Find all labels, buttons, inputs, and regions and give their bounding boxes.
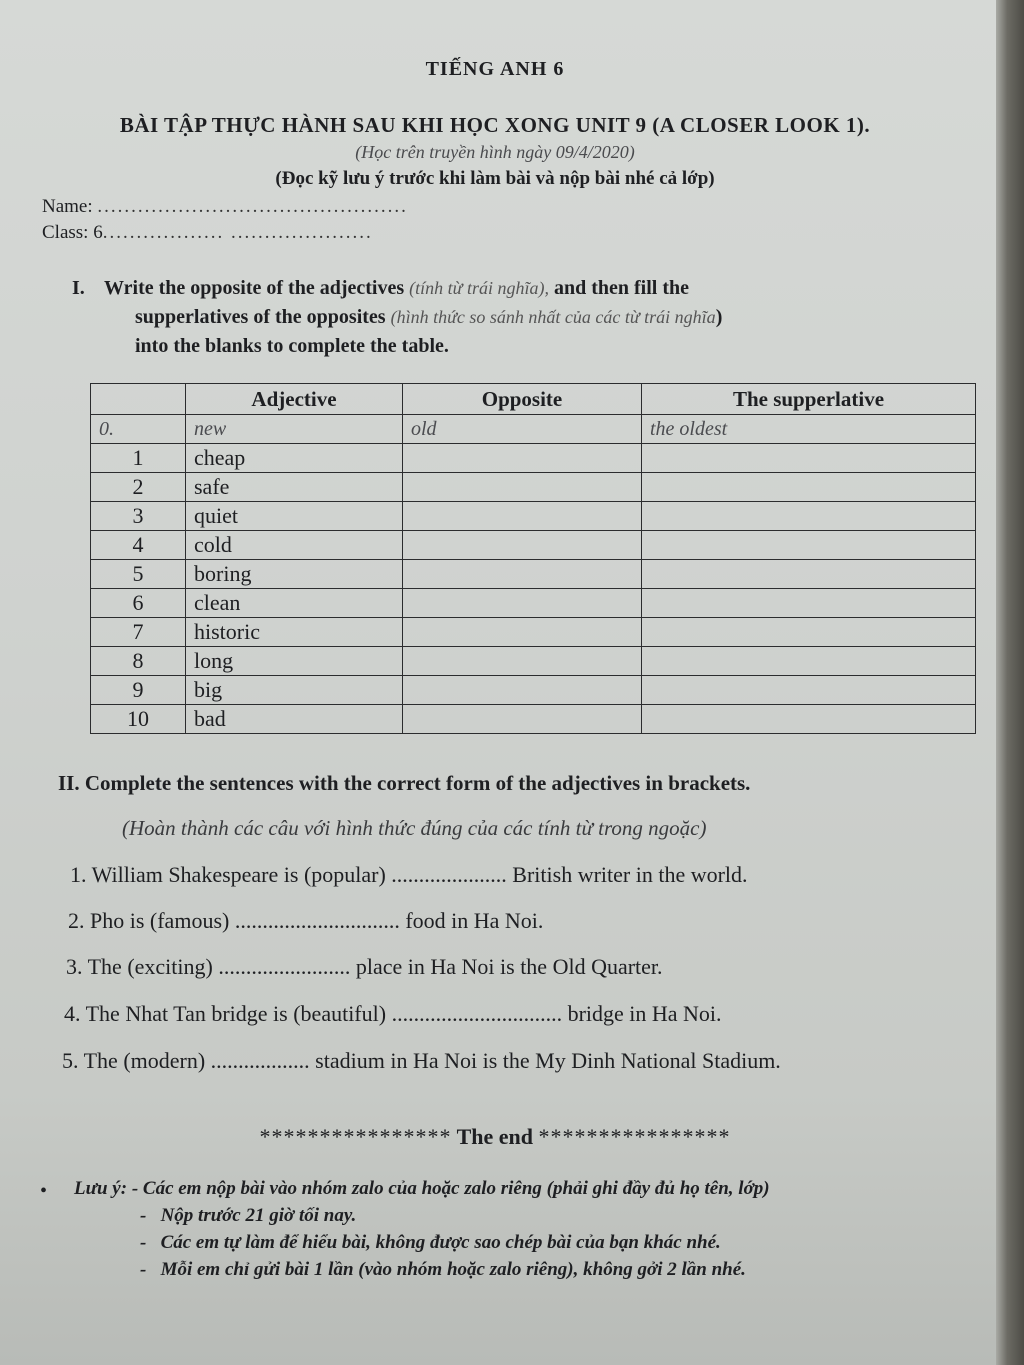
dash-icon: -	[140, 1259, 147, 1280]
superlative-cell: the oldest	[642, 415, 976, 444]
paper-edge	[996, 0, 1024, 1365]
sentence-item	[68, 908, 543, 934]
answer-blank[interactable]: ..............................	[234, 908, 400, 933]
note-line-4	[140, 1259, 746, 1281]
opposite-cell[interactable]	[403, 444, 642, 473]
section-1-line-1	[104, 274, 952, 303]
adjective-cell: cold	[186, 531, 403, 560]
row-number: 1	[91, 444, 186, 473]
superlative-cell[interactable]	[642, 560, 976, 589]
sentence-number: 5.	[62, 1048, 79, 1073]
opposite-cell[interactable]	[403, 473, 642, 502]
answer-blank[interactable]: ...............................	[391, 1001, 563, 1026]
section-2-heading: II. Complete the sentences with the correct form of the adjectives in brackets.	[58, 771, 751, 795]
class-blank[interactable]: .................. .....................	[102, 222, 373, 243]
instruction-text-c: supperlatives of the opposites	[135, 306, 386, 328]
page-title: TIẾNG ANH 6	[425, 58, 565, 80]
table-row	[91, 705, 976, 734]
instruction-text-a: Write the opposite of the adjectives	[104, 277, 405, 299]
adjective-cell: new	[186, 415, 403, 444]
answer-blank[interactable]: .....................	[391, 862, 507, 887]
name-label: Name:	[42, 196, 93, 217]
answer-blank[interactable]: ..................	[210, 1048, 310, 1073]
row-number: 3	[91, 502, 186, 531]
note-line-2	[140, 1205, 356, 1227]
table-row	[91, 618, 976, 647]
sentence-before: The (exciting)	[87, 954, 213, 979]
class-field[interactable]	[42, 222, 373, 244]
row-number: 10	[91, 705, 186, 734]
adjective-cell: bad	[186, 705, 403, 734]
sentence-number: 3.	[66, 954, 83, 979]
sentence-after: bridge in Ha Noi.	[567, 1001, 722, 1026]
reading-note: (Đọc kỹ lưu ý trước khi làm bài và nộp bài nhé cả lớp)	[275, 168, 715, 189]
dash-icon: -	[140, 1232, 147, 1253]
sentence-before: Pho is (famous)	[90, 908, 230, 933]
section-1-line-3: into the blanks to complete the table.	[135, 335, 449, 357]
the-end-line	[0, 1124, 990, 1150]
note-line-3-text: Các em tự làm để hiểu bài, không được sao chép bài của bạn khác nhé.	[160, 1232, 721, 1253]
row-number: 4	[91, 531, 186, 560]
superlative-cell[interactable]	[642, 589, 976, 618]
opposite-cell[interactable]	[403, 618, 642, 647]
adjective-cell: long	[186, 647, 403, 676]
sentence-after: place in Ha Noi is the Old Quarter.	[355, 954, 663, 979]
name-blank[interactable]: ..............................................	[97, 196, 408, 217]
note-line-1: Lưu ý: - Các em nộp bài vào nhóm zalo của hoặc zalo riêng (phải ghi đầy đủ họ tên, lớp)	[74, 1178, 770, 1199]
example-row	[91, 415, 976, 444]
stars-right: ****************	[538, 1124, 731, 1149]
note-line-3	[140, 1232, 721, 1254]
superlative-cell[interactable]	[642, 618, 976, 647]
header-number	[91, 384, 186, 415]
adjectives-table	[90, 383, 976, 734]
opposite-cell[interactable]	[403, 531, 642, 560]
instruction-hint-a: (tính từ trái nghĩa),	[409, 278, 549, 298]
dash-icon: -	[140, 1205, 147, 1226]
sentence-number: 1.	[70, 862, 87, 887]
broadcast-date: (Học trên truyền hình ngày 09/4/2020)	[355, 142, 635, 162]
note-line-2-text: Nộp trước 21 giờ tối nay.	[160, 1205, 357, 1226]
opposite-cell[interactable]	[403, 560, 642, 589]
superlative-cell[interactable]	[642, 444, 976, 473]
class-label: Class: 6	[42, 222, 103, 243]
row-number: 7	[91, 618, 186, 647]
adjective-cell: big	[186, 676, 403, 705]
sentence-item	[66, 954, 663, 980]
table-header-row	[91, 384, 976, 415]
superlative-cell[interactable]	[642, 473, 976, 502]
sentence-after: British writer in the world.	[512, 862, 748, 887]
table-row	[91, 647, 976, 676]
sentence-after: food in Ha Noi.	[405, 908, 544, 933]
superlative-cell[interactable]	[642, 502, 976, 531]
header-adjective: Adjective	[186, 384, 403, 415]
sentence-before: The (modern)	[83, 1048, 206, 1073]
table-row	[91, 589, 976, 618]
note-line-4-text: Mỗi em chỉ gửi bài 1 lần (vào nhóm hoặc zalo riêng), không gởi 2 lần nhé.	[160, 1259, 746, 1280]
bullet-icon: •	[40, 1180, 48, 1202]
sentence-item	[64, 1001, 722, 1027]
section-1-number: I.	[72, 277, 85, 299]
the-end-label: The end	[456, 1124, 534, 1149]
instruction-hint-c: (hình thức so sánh nhất của các từ trái nghĩa	[390, 307, 716, 327]
sentence-number: 2.	[68, 908, 85, 933]
superlative-cell[interactable]	[642, 676, 976, 705]
adjective-cell: boring	[186, 560, 403, 589]
adjective-cell: clean	[186, 589, 403, 618]
sentence-before: William Shakespeare is (popular)	[91, 862, 386, 887]
adjective-cell: historic	[186, 618, 403, 647]
row-number: 8	[91, 647, 186, 676]
section-2-heading-vi: (Hoàn thành các câu với hình thức đúng của các tính từ trong ngoặc)	[122, 816, 707, 840]
table-row	[91, 560, 976, 589]
adjective-cell: safe	[186, 473, 403, 502]
adjective-cell: cheap	[186, 444, 403, 473]
sentence-item	[62, 1048, 781, 1074]
row-number: 9	[91, 676, 186, 705]
opposite-cell[interactable]	[403, 589, 642, 618]
instruction-paren: )	[715, 306, 723, 328]
answer-blank[interactable]: ........................	[218, 954, 351, 979]
section-1-line-2	[72, 303, 952, 332]
worksheet-subtitle: BÀI TẬP THỰC HÀNH SAU KHI HỌC XONG UNIT 9 (A CLOSER LOOK 1).	[119, 113, 871, 137]
superlative-cell[interactable]	[642, 705, 976, 734]
superlative-cell[interactable]	[642, 531, 976, 560]
table-row	[91, 473, 976, 502]
header-superlative: The supperlative	[642, 384, 976, 415]
adjective-cell: quiet	[186, 502, 403, 531]
sentence-after: stadium in Ha Noi is the My Dinh National Stadium.	[315, 1048, 781, 1073]
opposite-cell[interactable]	[403, 676, 642, 705]
table-row	[91, 531, 976, 560]
opposite-cell[interactable]	[403, 502, 642, 531]
table-row	[91, 502, 976, 531]
opposite-cell[interactable]	[403, 705, 642, 734]
instruction-text-b: and then fill the	[553, 277, 689, 299]
row-number: 5	[91, 560, 186, 589]
sentence-number: 4.	[64, 1001, 81, 1026]
row-number: 2	[91, 473, 186, 502]
name-field[interactable]	[42, 196, 408, 218]
table-row	[91, 676, 976, 705]
opposite-cell[interactable]	[403, 647, 642, 676]
row-number: 6	[91, 589, 186, 618]
section-1-instructions	[72, 274, 952, 361]
opposite-cell: old	[403, 415, 642, 444]
sentence-item	[70, 862, 748, 888]
stars-left: ****************	[259, 1124, 452, 1149]
superlative-cell[interactable]	[642, 647, 976, 676]
table-row	[91, 444, 976, 473]
header-opposite: Opposite	[403, 384, 642, 415]
row-number: 0.	[91, 415, 186, 444]
sentence-before: The Nhat Tan bridge is (beautiful)	[85, 1001, 387, 1026]
